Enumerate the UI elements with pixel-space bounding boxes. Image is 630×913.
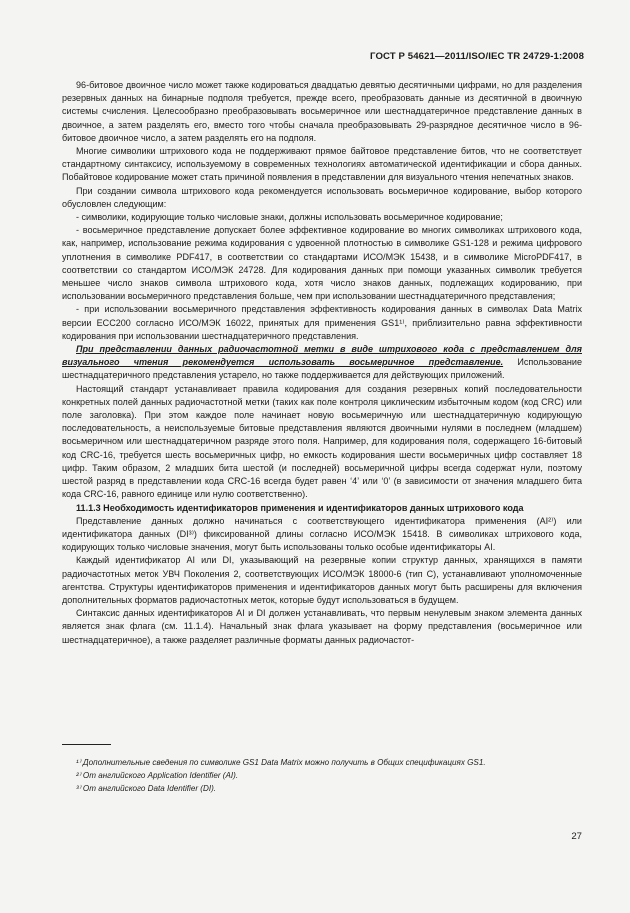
list-item-3: - при использовании восьмеричного представления эффективность кодирования данных в символах Data Matrix версии ЕСС200 согласно ИСО/МЭК 16022, принятых для применения GS1¹⁾, приблизительно равна эффективности кодирования при использовании шестнадцатеричного представления.	[62, 304, 582, 341]
paragraph-4: Настоящий стандарт устанавливает правила кодирования для создания резервных копий последовательности конкретных полей данных радиочастотной метки (таких как поле контроля циклическим избыточным кодом (код CRC) или поле заголовка). При этом каждое поле начинает новую восьмеричную или шестнадцатеричную кодирующую последовательность, а неиспользуемые битовые представления являются двоичными нулями в последнем (младшем) восьмеричном или шестнадцатеричном разряде этого поля. Например, для кодирования поля, содержащего 16-битовый код CRC-16, требуется шесть восьмеричных цифр, но емкость кодирования шести восьмеричных цифр составляет 18 цифр. Таким образом, 2 младших бита шестой (и последней) восьмеричной цифры всегда содержат нули, поэтому шестой разряд в представлении кода CRC-16 всегда будет равен ‘4’ или ‘0’ (в зависимости от значения младшего бита кода CRC-16, равного единице или нулю соответственно).	[62, 383, 582, 500]
paragraph-6: Каждый идентификатор AI или DI, указывающий на резервные копии структур данных, хранящихся в памяти радиочастотных меток УВЧ Поколения 2, соответствующих ИСО/МЭК 18000-6 (тип С), устанавливают уполномоченные агентства. Структуры идентификаторов применения и идентификаторов данных могут быть расширены для включения дополнительных форматов радиочастотных меток, которые будут использоваться в будущем.	[62, 555, 582, 605]
recommendation-emphasis: При представлении данных радиочастотной метки в виде штрихового кода с представлением для визуального чтения рекомендуется использовать восьмеричное представление.	[62, 344, 582, 368]
paragraph-5: Представление данных должно начинаться с соответствующего идентификатора применения (AI²⁾) или идентификатора данных (DI³⁾) фиксированной длины согласно ИСО/МЭК 15418. В символиках штрихового кода, кодирующих только числовые значения, могут быть использованы только особые идентификаторы AI.	[62, 515, 582, 553]
paragraph-3: При создании символа штрихового кода рекомендуется использовать восьмеричное кодирование, выбор которого обусловлен следующим:	[62, 185, 582, 209]
paragraph-7: Синтаксис данных идентификаторов AI и DI должен устанавливать, что первым ненулевым знаком элемента данных является знак флага (см. 11.1.4). Начальный знак флага указывает на форму представления (восьмеричное или шестнадцатеричное), а также разделяет различные форматы данных радиочастот-	[62, 608, 582, 645]
footnote-2: ²⁾ От английского Application Identifier (AI).	[76, 770, 239, 780]
footnotes	[76, 757, 582, 795]
page-header: ГОСТ Р 54621—2011/ISO/IEC TR 24729-1:2008	[370, 51, 584, 62]
footnote-divider	[62, 744, 111, 745]
section-heading: 11.1.3 Необходимость идентификаторов применения и идентификаторов данных штрихового кода	[76, 502, 524, 513]
footnote-3: ³⁾ От английского Data Identifier (DI).	[76, 783, 217, 793]
paragraph-1: 96-битовое двоичное число может также кодироваться двадцатью девятью десятичными цифрами, но для разделения резервных данных на бинарные подполя требуется, прежде всего, преобразовать данные из десятичной в двоичную системы счисления. Целесообразно преобразовывать восьмеричное или шестнадцатеричное представление данных в двоичное, а затем разделять его, вместо того чтобы сначала преобразовывать 29-разрядное десятичное число в 96-битовое двоичное число, а затем разделять его на подполя.	[62, 80, 582, 143]
list-item-2: - восьмеричное представление допускает более эффективное кодирование во многих символиках штрихового кода, как, например, использование режима кодирования с удвоенной плотностью в символике GS1-128 и режима цифрового уплотнения в символике PDF417, в соответствии со стандартами ИСО/МЭК 15438, и в символике MicroPDF417, в соответствии со стандартом ИСО/МЭК 24728. Для кодирования данных при помощи указанных символик требуется меньшее число знаков символа штрихового кода, хотя число знаков данных, подлежащих кодированию, при использовании восьмеричного представления больше, чем при использовании шестнадцатеричного представления;	[62, 225, 582, 302]
list-item-1: - символики, кодирующие только числовые знаки, должны использовать восьмеричное кодирование;	[76, 212, 503, 223]
paragraph-2: Многие символики штрихового кода не поддерживают прямое байтовое представление битов, что не соответствует стандартному синтаксису, используемому в современных технологиях автоматической идентификации и сбора данных. Побайтовое кодирование может стать причиной появления в представлении для визуального чтения непечатных знаков.	[62, 146, 582, 183]
paragraph-recommendation	[62, 343, 582, 383]
body-text	[62, 79, 582, 647]
page-number: 27	[571, 831, 582, 842]
footnote-1: ¹⁾ Дополнительные сведения по символике GS1 Data Matrix можно получить в Общих спецификациях GS1.	[76, 758, 486, 767]
recommendation-rest: Использование шестнадцатеричного представления устарело, но также поддерживается для действующих приложений.	[62, 357, 582, 381]
